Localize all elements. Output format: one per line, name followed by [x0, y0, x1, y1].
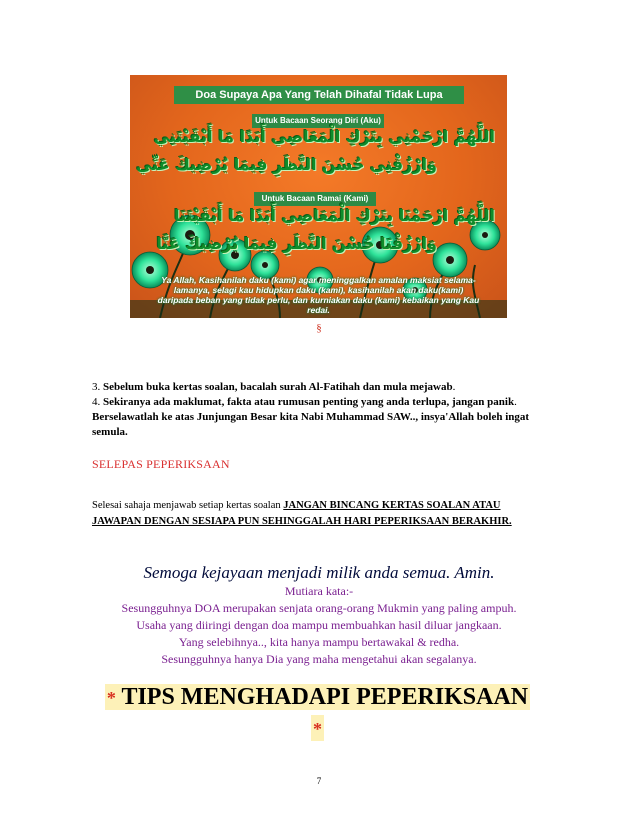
- after-text-emphasis: JANGAN BINCANG KERTAS SOALAN ATAU JAWAPAN DENGAN SESIAPA PUN SEHINGGALAH HARI PEPERIKSAAN BERAKHIR.: [92, 500, 512, 527]
- after-exam-heading: SELEPAS PEPERIKSAAN: [92, 457, 230, 471]
- point-item: [92, 380, 552, 395]
- point-end: .: [514, 396, 517, 408]
- point-number: 4.: [92, 396, 101, 408]
- after-text-plain: Selesai sahaja menjawab setiap kertas soalan: [92, 500, 284, 511]
- pearl-line: Yang selebihnya.., kita hanya mampu bertawakal & redha.: [178, 635, 460, 649]
- tips-title: TIPS MENGHADAPI PEPERIKSAAN: [121, 684, 529, 710]
- point-number: 3.: [92, 381, 101, 393]
- arabic-line-4: وَارْزُقْنَا حُسْنَ النَّظَرِ فِيمَا يُرْضِيكَ عَنَّا: [156, 234, 437, 253]
- tips-heading: [95, 682, 540, 744]
- point-end: .: [452, 381, 456, 393]
- point-text: Sebelum buka kertas soalan, bacalah surah Al-Fatihah dan mula mejawab: [103, 381, 453, 393]
- arabic-line-3: اللَّهُمَّ ارْحَمْنَا بِتَرْكِ الْمَعَاصِي أَبَدًا مَا أَبْقَيْتَنَا: [174, 206, 495, 225]
- exam-points: [92, 380, 552, 440]
- wish-text: Semoga kejayaan menjadi milik anda semua. Amin.: [143, 563, 495, 582]
- pearl-line: Sesungguhnya hanya Dia yang maha mengetahui akan segalanya.: [161, 652, 477, 666]
- point-item: [92, 395, 552, 410]
- poster-label-single: Untuk Bacaan Seorang Diri (Aku): [252, 114, 384, 128]
- translation-line: redai.: [307, 305, 330, 315]
- point-text: Berselawatlah ke atas Junjungan Besar kita Nabi Muhammad SAW.., insya'Allah boleh ingat semula.: [92, 411, 530, 438]
- page-number: 7: [316, 776, 322, 786]
- poster-label-group: Untuk Bacaan Ramai (Kami): [254, 192, 376, 206]
- poster-translation: [130, 275, 507, 315]
- translation-line: lamanya, selagi kau hidupkan daku (kami), kasihanilah akan daku(kami): [173, 285, 464, 295]
- pearl-line: Sesungguhnya DOA merupakan senjata orang-orang Mukmin yang paling ampuh.: [121, 601, 517, 615]
- pearls-title: Mutiara kata:-: [284, 584, 354, 598]
- arabic-line-2: وَارْزُقْنِي حُسْنَ النَّظَرِ فِيمَا يُرْضِيكَ عَنِّي: [136, 155, 437, 174]
- translation-line: Ya Allah, Kasihanilah daku (kami) agar meninggalkan amalan maksiat selama-: [161, 275, 476, 285]
- star-glyph: *: [313, 719, 322, 739]
- star-glyph: *: [106, 688, 116, 708]
- pearl-line: Usaha yang diiringi dengan doa mampu membuahkan hasil diluar jangkaan.: [136, 618, 502, 632]
- point-item: [92, 410, 552, 440]
- translation-line: daripada beban yang tidak perlu, dan kurniakan daku (kami) kebaikan yang Kau: [157, 295, 480, 305]
- doa-poster-image: [130, 75, 507, 318]
- arabic-line-1: اللَّهُمَّ ارْحَمْنِي بِتَرْكِ الْمَعَاصِي أَبَدًا مَا أَبْقَيْتَنِي: [153, 127, 495, 146]
- point-text: Sekiranya ada maklumat, fakta atau rumusan penting yang anda terlupa, jangan panik: [103, 396, 515, 408]
- after-exam-text: [92, 498, 552, 530]
- poster-title: Doa Supaya Apa Yang Telah Dihafal Tidak Lupa: [174, 86, 464, 104]
- section-glyph: §: [316, 322, 322, 334]
- pearls-of-wisdom: [0, 583, 638, 668]
